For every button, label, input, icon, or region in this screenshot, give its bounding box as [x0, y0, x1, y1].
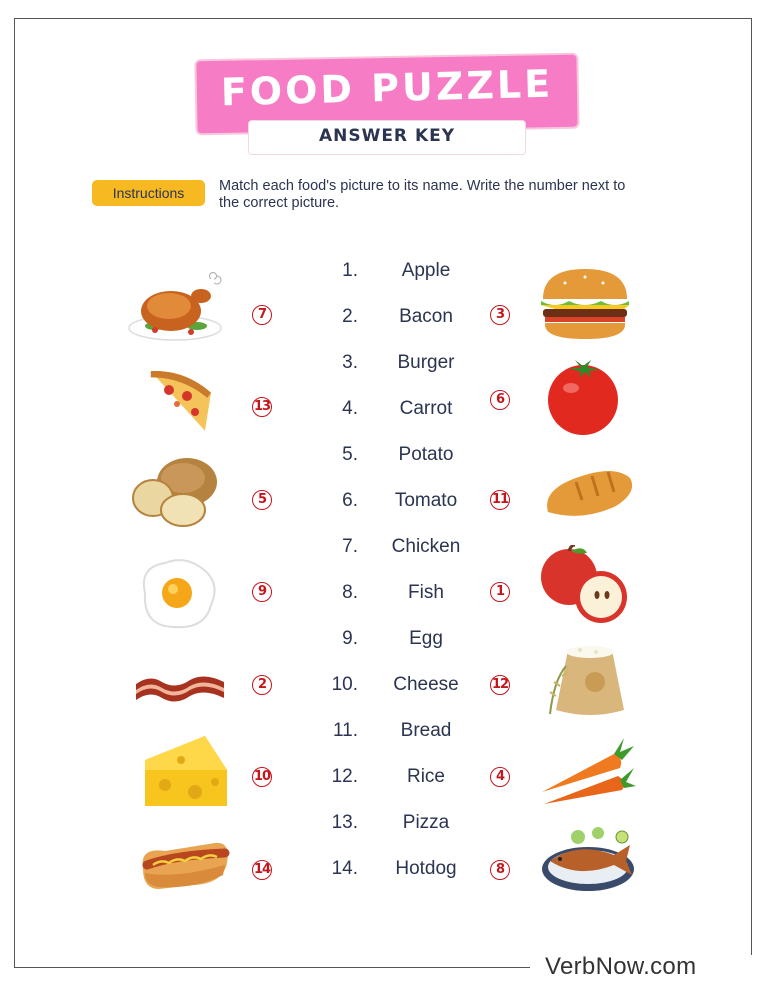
- word-row: [320, 536, 490, 566]
- instructions-text: Match each food's picture to its name. Write the number next to the correct picture.: [219, 178, 626, 211]
- word-row: [320, 444, 490, 474]
- fish-plate-icon: [538, 815, 638, 895]
- word-number: 14.: [331, 858, 358, 879]
- cheese-icon: [135, 730, 235, 810]
- word-name: Tomato: [394, 490, 458, 511]
- answer-badge: 8: [490, 860, 510, 880]
- word-name: Chicken: [391, 536, 461, 557]
- word-name: Potato: [398, 444, 454, 465]
- hotdog-icon: [135, 825, 235, 905]
- apple-icon: [535, 545, 635, 625]
- answer-badge: 11: [490, 490, 510, 510]
- word-name: Bread: [400, 720, 452, 741]
- answer-badge: 4: [490, 767, 510, 787]
- word-name: Hotdog: [395, 858, 457, 879]
- word-name: Fish: [408, 582, 444, 603]
- answer-badge: 12: [490, 675, 510, 695]
- word-row: [320, 398, 490, 428]
- answer-badge: 1: [490, 582, 510, 602]
- word-row: [320, 858, 490, 888]
- word-number: 8.: [342, 582, 358, 603]
- word-row: [320, 306, 490, 336]
- word-name: Bacon: [399, 306, 453, 327]
- word-name: Cheese: [393, 674, 459, 695]
- fried-egg-icon: [125, 553, 225, 633]
- answer-badge: 3: [490, 305, 510, 325]
- word-name: Pizza: [402, 812, 450, 833]
- word-name: Burger: [397, 352, 455, 373]
- word-number: 11.: [332, 720, 358, 741]
- word-number: 3.: [342, 352, 358, 373]
- word-row: [320, 490, 490, 520]
- word-number: 4.: [342, 398, 358, 419]
- word-number: 1.: [342, 260, 358, 281]
- answer-badge: 14: [252, 860, 272, 880]
- rice-sack-icon: [540, 640, 640, 720]
- word-row: [320, 720, 490, 750]
- answer-badge: 7: [252, 305, 272, 325]
- word-row: [320, 674, 490, 704]
- word-number: 9.: [342, 628, 358, 649]
- word-row: [320, 352, 490, 382]
- pizza-slice-icon: [125, 360, 225, 440]
- potatoes-icon: [125, 450, 225, 530]
- instructions-badge: Instructions: [92, 180, 205, 206]
- footer-watermark: VerbNow.com: [545, 953, 697, 980]
- burger-icon: [535, 265, 635, 345]
- page-title: FOOD PUZZLE: [220, 61, 554, 115]
- word-number: 12.: [331, 766, 358, 787]
- word-name: Carrot: [399, 398, 453, 419]
- answer-badge: 5: [252, 490, 272, 510]
- bread-icon: [540, 452, 640, 532]
- word-row: [320, 812, 490, 842]
- word-row: [320, 628, 490, 658]
- answer-badge: 13: [252, 397, 272, 417]
- roast-chicken-icon: [125, 266, 225, 346]
- word-number: 7.: [342, 536, 358, 557]
- word-name: Rice: [406, 766, 445, 787]
- answer-badge: 10: [252, 767, 272, 787]
- word-name: Apple: [401, 260, 451, 281]
- word-number: 6.: [342, 490, 358, 511]
- carrots-icon: [538, 732, 638, 812]
- word-name: Egg: [409, 628, 443, 649]
- answer-badge: 6: [490, 390, 510, 410]
- answer-badge: 2: [252, 675, 272, 695]
- word-row: [320, 582, 490, 612]
- word-row: [320, 260, 490, 290]
- answer-badge: 9: [252, 582, 272, 602]
- word-number: 13.: [331, 812, 358, 833]
- bacon-icon: [130, 650, 230, 730]
- word-number: 10.: [331, 674, 358, 695]
- word-row: [320, 766, 490, 796]
- page-subtitle: ANSWER KEY: [318, 126, 456, 146]
- tomato-icon: [535, 356, 635, 436]
- word-number: 2.: [342, 306, 358, 327]
- word-number: 5.: [342, 444, 358, 465]
